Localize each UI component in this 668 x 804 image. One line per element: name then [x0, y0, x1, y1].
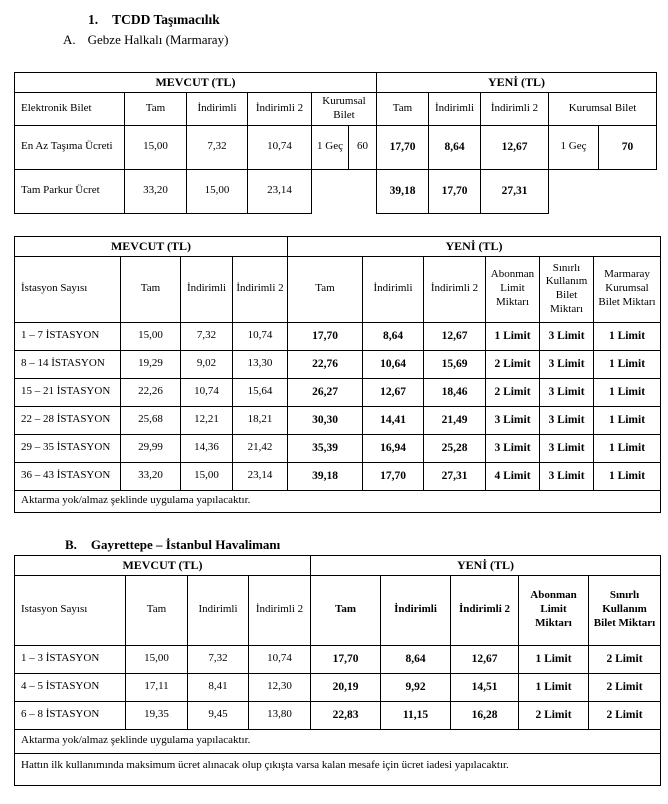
- row-label: 15 – 21 İSTASYON: [15, 378, 121, 406]
- table-footnote-row: [15, 753, 661, 785]
- col-header-indirimli2: İndirimli 2: [481, 93, 549, 126]
- table-cell: 12,67: [451, 645, 519, 673]
- row-label: 1 – 7 İSTASYON: [15, 322, 121, 350]
- table-cell: 7,32: [188, 645, 249, 673]
- table-group-header-row: [15, 236, 661, 256]
- table-cell: 17,70: [311, 645, 381, 673]
- col-header-tam: Tam: [125, 93, 187, 126]
- yeni-group-header: YENİ (TL): [311, 555, 661, 575]
- table-cell: 1 Limit: [594, 322, 661, 350]
- table-cell: 4 Limit: [486, 462, 540, 490]
- table-cell: 17,70: [429, 169, 481, 213]
- table-column-header-row: [15, 93, 657, 126]
- havalimani-station-fare-table: [14, 555, 661, 786]
- table-cell: 15,00: [121, 322, 181, 350]
- table-cell: 12,30: [249, 673, 311, 701]
- section-b-title: Gayrettepe – İstanbul Havalimanı: [90, 536, 281, 552]
- col-header-indirimli2: İndirimli 2: [451, 575, 519, 645]
- table-cell: 22,76: [288, 350, 363, 378]
- table-cell: 25,68: [121, 406, 181, 434]
- table-cell: 3 Limit: [540, 462, 594, 490]
- row-label: Tam Parkur Ücret: [15, 169, 125, 213]
- table-cell: 1 Limit: [594, 434, 661, 462]
- table-cell: 17,70: [377, 125, 429, 169]
- table-group-header-row: [15, 73, 657, 93]
- col-header-indirimli: İndirimli: [363, 256, 424, 322]
- marmaray-summary-fare-table: [14, 72, 657, 214]
- table-row: [15, 701, 661, 729]
- row-label: En Az Taşıma Ücreti: [15, 125, 125, 169]
- table-cell: 13,30: [233, 350, 288, 378]
- table-cell: 2 Limit: [589, 645, 661, 673]
- col-header-indirimli2: İndirimli 2: [248, 93, 312, 126]
- table-cell: 21,42: [233, 434, 288, 462]
- page-title-number: 1.: [88, 12, 99, 27]
- row-label: 36 – 43 İSTASYON: [15, 462, 121, 490]
- table-cell: 14,36: [181, 434, 233, 462]
- table-cell: 9,92: [381, 673, 451, 701]
- table-cell: 2 Limit: [589, 701, 661, 729]
- section-a-title: Gebze Halkalı (Marmaray): [87, 32, 229, 47]
- table-column-header-row: [15, 575, 661, 645]
- table-cell: 1 Limit: [594, 462, 661, 490]
- table-footnote-row: [15, 490, 661, 512]
- table-footnote-row: [15, 729, 661, 753]
- table-cell: 35,39: [288, 434, 363, 462]
- table-column-header-row: [15, 256, 661, 322]
- col-header-tam: Tam: [126, 575, 188, 645]
- row-label: 29 – 35 İSTASYON: [15, 434, 121, 462]
- table-row: [15, 169, 657, 213]
- table-cell: 12,67: [481, 125, 549, 169]
- table-cell: 1 Limit: [519, 645, 589, 673]
- table-row: [15, 378, 661, 406]
- table-row: [15, 350, 661, 378]
- table-cell: 1 Limit: [594, 406, 661, 434]
- table-cell: 2 Limit: [486, 378, 540, 406]
- page-title: [88, 12, 668, 28]
- col-header-tam: Tam: [288, 256, 363, 322]
- col-header-kurumsal: Kurumsal Bilet: [549, 93, 657, 126]
- col-header-indirimli: İndirimli: [381, 575, 451, 645]
- table-cell: 70: [599, 125, 657, 169]
- table-cell: 33,20: [125, 169, 187, 213]
- table-cell: 17,70: [288, 322, 363, 350]
- table-cell: 2 Limit: [486, 350, 540, 378]
- page-title-text: TCDD Taşımacılık: [112, 12, 220, 27]
- table-cell: 3 Limit: [540, 434, 594, 462]
- table-cell: 8,64: [363, 322, 424, 350]
- col-header-marmaray-kurumsal: Marmaray Kurumsal Bilet Miktarı: [594, 256, 661, 322]
- table-cell: 1 Limit: [519, 673, 589, 701]
- table-cell: 3 Limit: [486, 406, 540, 434]
- col-header-tam: Tam: [121, 256, 181, 322]
- table-cell: 60: [349, 125, 377, 169]
- table-cell: 39,18: [288, 462, 363, 490]
- table-cell: 3 Limit: [540, 322, 594, 350]
- table-row: [15, 322, 661, 350]
- footnote-text: Hattın ilk kullanımında maksimum ücret alınacak olup çıkışta varsa kalan mesafe için ücret iadesi yapılacaktır.: [15, 753, 661, 785]
- table-cell: 18,46: [424, 378, 486, 406]
- table-row: [15, 462, 661, 490]
- section-b-label: B.: [65, 536, 77, 552]
- table-cell: 9,02: [181, 350, 233, 378]
- empty-cell: [312, 169, 377, 213]
- table-cell: 33,20: [121, 462, 181, 490]
- table-row: [15, 406, 661, 434]
- col-header-elektronik-bilet: Elektronik Bilet: [15, 93, 125, 126]
- mevcut-group-header: MEVCUT (TL): [15, 236, 288, 256]
- table-cell: 12,67: [424, 322, 486, 350]
- col-header-indirimli: Indirimli: [188, 575, 249, 645]
- table-cell: 19,29: [121, 350, 181, 378]
- col-header-indirimli2: İndirimli 2: [233, 256, 288, 322]
- table-row: [15, 673, 661, 701]
- mevcut-group-header: MEVCUT (TL): [15, 73, 377, 93]
- table-cell: 11,15: [381, 701, 451, 729]
- row-label: 1 – 3 İSTASYON: [15, 645, 126, 673]
- table-cell: 1 Limit: [486, 322, 540, 350]
- table-cell: 21,49: [424, 406, 486, 434]
- table-group-header-row: [15, 555, 661, 575]
- table-cell: 10,74: [248, 125, 312, 169]
- table-row: [15, 434, 661, 462]
- col-header-sinirli-kullanim: Sınırlı Kullanım Bilet Miktarı: [540, 256, 594, 322]
- table-cell: 3 Limit: [486, 434, 540, 462]
- table-cell: 10,74: [181, 378, 233, 406]
- col-header-indirimli: İndirimli: [187, 93, 248, 126]
- col-header-tam: Tam: [311, 575, 381, 645]
- col-header-abonman-limit: Abonman Limit Miktarı: [519, 575, 589, 645]
- col-header-kurumsal: Kurumsal Bilet: [312, 93, 377, 126]
- section-b-heading: [65, 537, 668, 553]
- table-cell: 29,99: [121, 434, 181, 462]
- table-cell: 15,69: [424, 350, 486, 378]
- footnote-text: Aktarma yok/almaz şeklinde uygulama yapılacaktır.: [15, 490, 661, 512]
- table-cell: 16,94: [363, 434, 424, 462]
- mevcut-group-header: MEVCUT (TL): [15, 555, 311, 575]
- table-cell: 14,41: [363, 406, 424, 434]
- table-cell: 17,11: [126, 673, 188, 701]
- table-cell: 22,83: [311, 701, 381, 729]
- table-cell: 14,51: [451, 673, 519, 701]
- table-cell: 23,14: [248, 169, 312, 213]
- col-header-indirimli: İndirimli: [429, 93, 481, 126]
- yeni-group-header: YENİ (TL): [377, 73, 657, 93]
- table-cell: 19,35: [126, 701, 188, 729]
- table-cell: 3 Limit: [540, 378, 594, 406]
- table-cell: 1 Geç: [549, 125, 599, 169]
- table-cell: 8,64: [381, 645, 451, 673]
- table-row: [15, 645, 661, 673]
- table-cell: 2 Limit: [519, 701, 589, 729]
- table-cell: 2 Limit: [589, 673, 661, 701]
- table-cell: 26,27: [288, 378, 363, 406]
- table-cell: 15,00: [181, 462, 233, 490]
- table-cell: 13,80: [249, 701, 311, 729]
- footnote-text: Aktarma yok/almaz şeklinde uygulama yapılacaktır.: [15, 729, 661, 753]
- table-cell: 15,00: [125, 125, 187, 169]
- table-cell: 27,31: [424, 462, 486, 490]
- table-cell: 8,64: [429, 125, 481, 169]
- col-header-indirimli2: İndirimli 2: [424, 256, 486, 322]
- yeni-group-header: YENİ (TL): [288, 236, 661, 256]
- col-header-tam: Tam: [377, 93, 429, 126]
- col-header-sinirli-kullanim: Sınırlı Kullanım Bilet Miktarı: [589, 575, 661, 645]
- table-cell: 17,70: [363, 462, 424, 490]
- col-header-abonman-limit: Abonman Limit Miktarı: [486, 256, 540, 322]
- col-header-indirimli2: İndirimli 2: [249, 575, 311, 645]
- table-cell: 15,00: [126, 645, 188, 673]
- empty-cell: [549, 169, 657, 213]
- row-label: 4 – 5 İSTASYON: [15, 673, 126, 701]
- table-cell: 10,74: [249, 645, 311, 673]
- table-cell: 23,14: [233, 462, 288, 490]
- col-header-istasyon-sayisi: İstasyon Sayısı: [15, 256, 121, 322]
- table-cell: 10,64: [363, 350, 424, 378]
- table-cell: 18,21: [233, 406, 288, 434]
- table-cell: 30,30: [288, 406, 363, 434]
- table-cell: 15,00: [187, 169, 248, 213]
- heading-block: [0, 0, 668, 48]
- table-cell: 1 Limit: [594, 378, 661, 406]
- table-cell: 22,26: [121, 378, 181, 406]
- table-cell: 9,45: [188, 701, 249, 729]
- table-cell: 39,18: [377, 169, 429, 213]
- table-cell: 7,32: [187, 125, 248, 169]
- table-cell: 25,28: [424, 434, 486, 462]
- table-cell: 10,74: [233, 322, 288, 350]
- section-a-label: A.: [63, 32, 76, 47]
- table-cell: 15,64: [233, 378, 288, 406]
- table-cell: 12,67: [363, 378, 424, 406]
- marmaray-station-fare-table: [14, 236, 661, 513]
- table-row: [15, 125, 657, 169]
- table-cell: 12,21: [181, 406, 233, 434]
- row-label: 22 – 28 İSTASYON: [15, 406, 121, 434]
- col-header-indirimli: İndirimli: [181, 256, 233, 322]
- col-header-istasyon-sayisi: Istasyon Sayısı: [15, 575, 126, 645]
- table-cell: 8,41: [188, 673, 249, 701]
- table-cell: 3 Limit: [540, 350, 594, 378]
- table-cell: 1 Geç: [312, 125, 349, 169]
- row-label: 8 – 14 İSTASYON: [15, 350, 121, 378]
- table-cell: 16,28: [451, 701, 519, 729]
- table-cell: 3 Limit: [540, 406, 594, 434]
- table-cell: 27,31: [481, 169, 549, 213]
- table-cell: 1 Limit: [594, 350, 661, 378]
- table-cell: 20,19: [311, 673, 381, 701]
- section-a-heading: [63, 32, 668, 48]
- row-label: 6 – 8 İSTASYON: [15, 701, 126, 729]
- table-cell: 7,32: [181, 322, 233, 350]
